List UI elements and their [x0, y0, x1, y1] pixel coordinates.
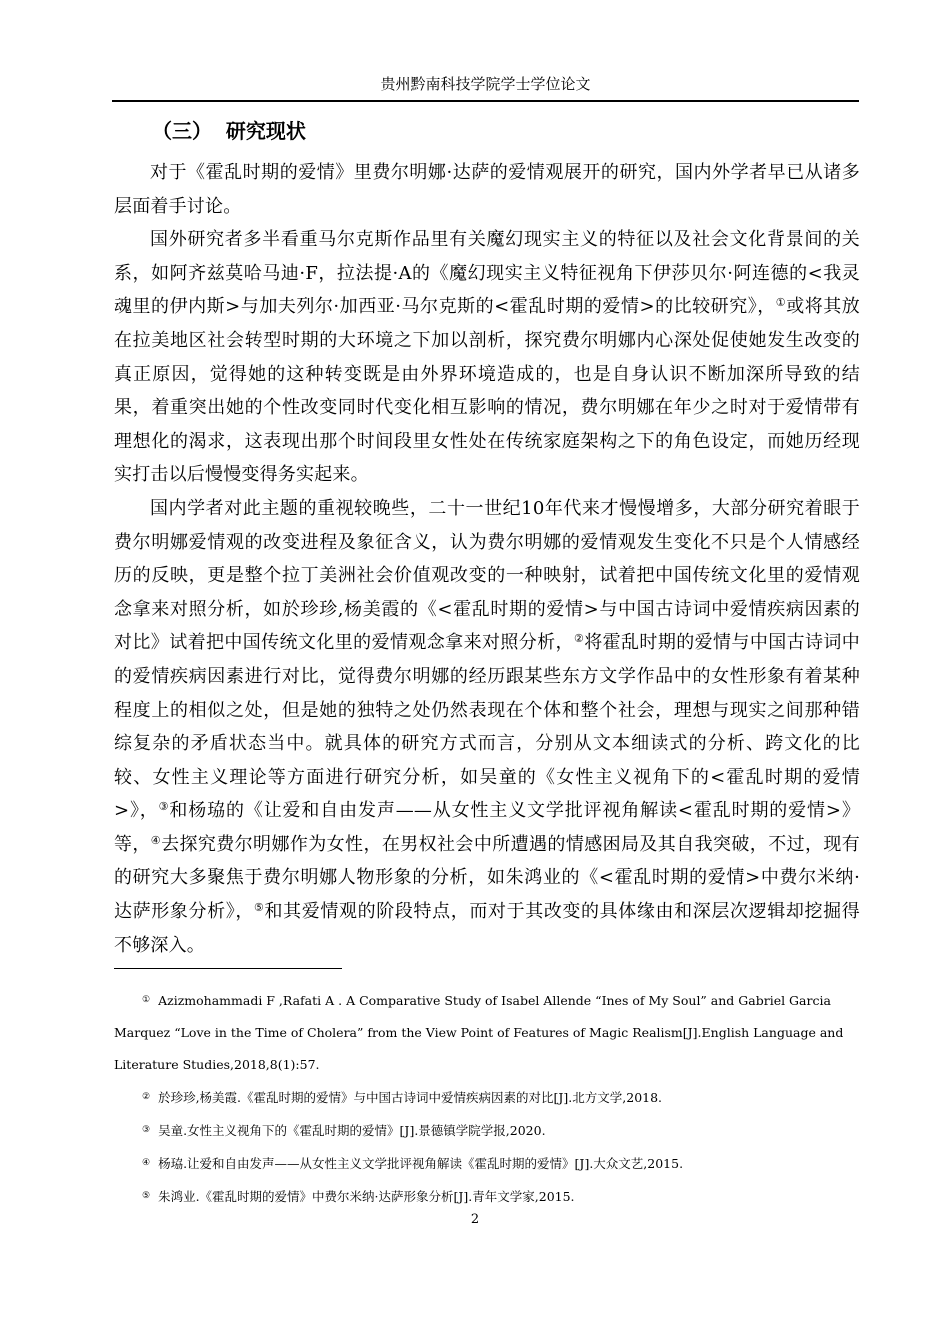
footnotes [114, 984, 860, 1213]
footnote-mark: ③ [142, 1125, 151, 1135]
footnote-text: 杨珕.让爱和自由发声——从女性主义文学批评视角解读《霍乱时期的爱情》[J].大众文艺,2015. [158, 1156, 684, 1171]
footnote-mark: ⑤ [142, 1191, 151, 1201]
footnote-ref[interactable]: ⑤ [253, 901, 265, 915]
footnote-ref[interactable]: ① [775, 296, 787, 310]
page-header: 贵州黔南科技学院学士学位论文 [380, 75, 591, 93]
section-heading: （三） 研究现状 [152, 119, 306, 143]
paragraph-text: 去探究费尔明娜作为女性，在男权社会中所遭遇的情感困局及其自我突破，不过，现有的研究大多聚焦于费尔明娜人物形象的分析，如朱鸿业的《<霍乱时期的爱情>中费尔米纳·达萨形象分析》， [114, 833, 860, 923]
footnote [114, 984, 860, 1081]
footnote-mark: ① [142, 995, 151, 1005]
footnote [114, 1114, 860, 1147]
paragraph-intro [114, 156, 860, 223]
footnote-ref[interactable]: ② [573, 632, 585, 646]
footnote-ref[interactable]: ④ [150, 833, 162, 847]
footnote-ref[interactable]: ③ [158, 800, 170, 814]
footnote-mark: ② [142, 1092, 151, 1102]
paragraph-text: 和其爱情观的阶段特点，而对于其改变的具体缘由和深层次逻辑却挖掘得不够深入。 [114, 901, 860, 956]
footnote-mark: ④ [142, 1158, 151, 1168]
paragraph-foreign-research [114, 223, 860, 492]
footnote [114, 1081, 860, 1114]
footnote-text: Azizmohammadi F ,Rafati A . A Comparative Study of Isabel Allende “Ines of My Soul” and Gabriel Garcia Marquez “Love in the Time of Cholera” from the View Point of Features of Magic Realism[J].English Language and Literature Studies,2018,8(1):57. [114, 993, 844, 1072]
paragraph-text: 和杨珕的《让爱和自由发声——从女性主义文学批评视角解读<霍乱时期的爱情>》等， [114, 800, 861, 855]
paragraph-text: 国外研究者多半看重马尔克斯作品里有关魔幻现实主义的特征以及社会文化背景间的关系，如阿齐兹莫哈马迪·F，拉法提·A的《魔幻现实主义特征视角下伊莎贝尔·阿连德的<我灵魂里的伊内斯>与加夫列尔·加西亚·马尔克斯的<霍乱时期的爱情>的比较研究》， [114, 229, 860, 318]
paragraph-domestic-research [114, 492, 860, 962]
paragraph-text: 将霍乱时期的爱情与中国古诗词中的爱情疾病因素进行对比，觉得费尔明娜的经历跟某些东方文学作品中的女性形象有着某种程度上的相似之处，但是她的独特之处仍然表现在个体和整个社会，理想与现实之间那种错综复杂的矛盾状态当中。就具体的研究方式而言，分别从文本细读式的分析、跨文化的比较、女性主义理论等方面进行研究分析，如吴童的《女性主义视角下的<霍乱时期的爱情>》， [114, 632, 861, 822]
body-text [114, 156, 860, 962]
footnote-divider [114, 968, 342, 969]
footnote [114, 1180, 860, 1213]
page-number: 2 [470, 1212, 480, 1227]
footnote [114, 1147, 860, 1180]
footnote-text: 吴童.女性主义视角下的《霍乱时期的爱情》[J].景德镇学院学报,2020. [158, 1123, 546, 1138]
paragraph-text: 对于《霍乱时期的爱情》里费尔明娜·达萨的爱情观展开的研究，国内外学者早已从诸多层面着手讨论。 [114, 162, 860, 217]
header-divider [112, 100, 859, 102]
paragraph-text: 或将其放在拉美地区社会转型时期的大环境之下加以剖析，探究费尔明娜内心深处促使她发生改变的真正原因，觉得她的这种转变既是由外界环境造成的，也是自身认识不断加深所导致的结果，着重突出她的个性改变同时代变化相互影响的情况，费尔明娜在年少之时对于爱情带有理想化的渴求，这表现出那个时间段里女性处在传统家庭架构之下的角色设定，而她历经现实打击以后慢慢变得务实起来。 [114, 296, 860, 486]
footnote-text: 朱鸿业.《霍乱时期的爱情》中费尔米纳·达萨形象分析[J].青年文学家,2015. [158, 1189, 575, 1204]
footnote-text: 於珍珍,杨美霞.《霍乱时期的爱情》与中国古诗词中爱情疾病因素的对比[J].北方文学,2018. [158, 1090, 663, 1105]
paragraph-text: 国内学者对此主题的重视较晚些，二十一世纪10年代来才慢慢增多，大部分研究着眼于费尔明娜爱情观的改变进程及象征含义，认为费尔明娜的爱情观发生变化不只是个人情感经历的反映，更是整个拉丁美洲社会价值观改变的一种映射，试着把中国传统文化里的爱情观念拿来对照分析，如於珍珍,杨美霞的《<霍乱时期的爱情>与中国古诗词中爱情疾病因素的对比》试着把中国传统文化里的爱情观念拿来对照分析， [114, 497, 860, 654]
